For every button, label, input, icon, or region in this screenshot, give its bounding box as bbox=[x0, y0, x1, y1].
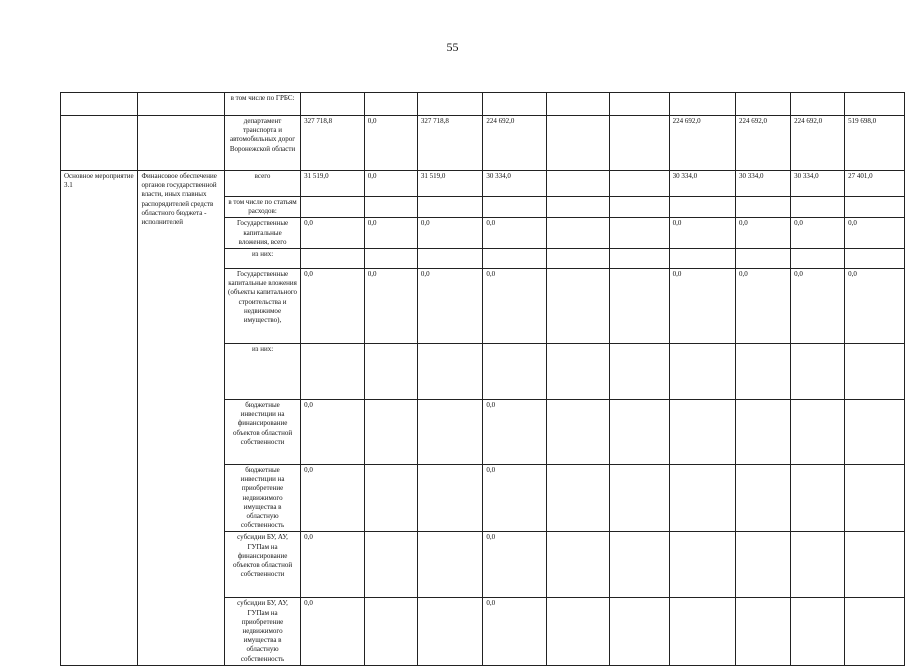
value-cell bbox=[483, 249, 547, 269]
value-cell bbox=[483, 93, 547, 116]
table-row bbox=[61, 171, 905, 197]
value-cell bbox=[610, 171, 669, 197]
value-cell bbox=[546, 249, 609, 269]
value-cell: 0,0 bbox=[483, 269, 547, 344]
funding-source-cell: Государственные капитальные вложения, всего bbox=[224, 218, 300, 249]
value-cell bbox=[546, 197, 609, 218]
value-cell: 0,0 bbox=[364, 116, 417, 171]
value-cell bbox=[417, 532, 483, 598]
value-cell bbox=[546, 171, 609, 197]
value-cell bbox=[546, 116, 609, 171]
value-cell bbox=[483, 344, 547, 400]
value-cell: 0,0 bbox=[301, 598, 365, 665]
value-cell: 0,0 bbox=[483, 598, 547, 665]
value-cell: 0,0 bbox=[417, 269, 483, 344]
value-cell bbox=[791, 249, 845, 269]
funding-source-cell: бюджетные инвестиции на приобретение недвижимого имущества в областную собственность bbox=[224, 465, 300, 532]
value-cell bbox=[417, 93, 483, 116]
value-cell bbox=[845, 344, 905, 400]
value-cell bbox=[845, 197, 905, 218]
value-cell bbox=[736, 344, 791, 400]
value-cell bbox=[364, 249, 417, 269]
value-cell bbox=[736, 197, 791, 218]
funding-source-cell: из них: bbox=[224, 249, 300, 269]
event-name-cell: Основное мероприятие 3.1 bbox=[61, 171, 138, 666]
event-cell-empty bbox=[61, 93, 138, 116]
value-cell: 0,0 bbox=[417, 218, 483, 249]
value-cell: 0,0 bbox=[845, 269, 905, 344]
value-cell bbox=[736, 598, 791, 665]
value-cell: 0,0 bbox=[364, 269, 417, 344]
value-cell: 0,0 bbox=[301, 269, 365, 344]
value-cell bbox=[669, 93, 735, 116]
value-cell bbox=[736, 465, 791, 532]
value-cell bbox=[610, 269, 669, 344]
value-cell bbox=[610, 532, 669, 598]
value-cell bbox=[845, 465, 905, 532]
value-cell bbox=[364, 197, 417, 218]
value-cell: 31 519,0 bbox=[417, 171, 483, 197]
value-cell: 224 692,0 bbox=[791, 116, 845, 171]
value-cell bbox=[610, 249, 669, 269]
value-cell bbox=[546, 532, 609, 598]
value-cell bbox=[669, 400, 735, 465]
funding-source-cell: всего bbox=[224, 171, 300, 197]
value-cell bbox=[417, 400, 483, 465]
value-cell: 224 692,0 bbox=[736, 116, 791, 171]
value-cell bbox=[610, 93, 669, 116]
value-cell bbox=[669, 465, 735, 532]
value-cell: 0,0 bbox=[736, 269, 791, 344]
value-cell: 30 334,0 bbox=[736, 171, 791, 197]
value-cell bbox=[364, 532, 417, 598]
value-cell: 0,0 bbox=[301, 532, 365, 598]
value-cell bbox=[546, 269, 609, 344]
value-cell bbox=[417, 249, 483, 269]
value-cell: 327 718,8 bbox=[417, 116, 483, 171]
executor-cell-empty bbox=[138, 93, 225, 116]
funding-source-cell: субсидии БУ, АУ, ГУПам на приобретение недвижимого имущества в областную собственность bbox=[224, 598, 300, 665]
value-cell bbox=[610, 116, 669, 171]
value-cell bbox=[610, 197, 669, 218]
value-cell bbox=[845, 400, 905, 465]
value-cell bbox=[301, 249, 365, 269]
value-cell bbox=[417, 197, 483, 218]
value-cell bbox=[845, 93, 905, 116]
funding-source-cell: субсидии БУ, АУ, ГУПам на финансирование объектов областной собственности bbox=[224, 532, 300, 598]
value-cell bbox=[610, 344, 669, 400]
value-cell bbox=[669, 344, 735, 400]
value-cell bbox=[546, 598, 609, 665]
value-cell: 0,0 bbox=[483, 532, 547, 598]
value-cell bbox=[845, 598, 905, 665]
value-cell bbox=[736, 400, 791, 465]
value-cell bbox=[364, 93, 417, 116]
value-cell bbox=[791, 532, 845, 598]
funding-source-cell: в том числе по ГРБС: bbox=[224, 93, 300, 116]
value-cell: 0,0 bbox=[364, 218, 417, 249]
value-cell: 0,0 bbox=[791, 269, 845, 344]
value-cell bbox=[669, 532, 735, 598]
value-cell bbox=[791, 93, 845, 116]
funding-source-cell: бюджетные инвестиции на финансирование объектов областной собственности bbox=[224, 400, 300, 465]
value-cell: 0,0 bbox=[483, 465, 547, 532]
funding-source-cell: Государственные капитальные вложения (объекты капитального строительства и недвижимое имущество), bbox=[224, 269, 300, 344]
executor-cell: Финансовое обеспечение органов государственной власти, иных главных распорядителей средств областного бюджета - исполнителей bbox=[138, 171, 225, 666]
value-cell bbox=[546, 93, 609, 116]
value-cell bbox=[546, 218, 609, 249]
value-cell: 224 692,0 bbox=[669, 116, 735, 171]
value-cell: 0,0 bbox=[669, 269, 735, 344]
value-cell bbox=[669, 197, 735, 218]
value-cell bbox=[610, 218, 669, 249]
value-cell bbox=[791, 598, 845, 665]
value-cell bbox=[845, 249, 905, 269]
value-cell bbox=[791, 400, 845, 465]
value-cell bbox=[546, 400, 609, 465]
funding-source-cell: департамент транспорта и автомобильных дорог Воронежской области bbox=[224, 116, 300, 171]
value-cell: 0,0 bbox=[301, 400, 365, 465]
value-cell: 0,0 bbox=[736, 218, 791, 249]
value-cell: 27 401,0 bbox=[845, 171, 905, 197]
budget-table bbox=[60, 92, 905, 666]
value-cell bbox=[791, 465, 845, 532]
value-cell bbox=[791, 197, 845, 218]
value-cell bbox=[364, 344, 417, 400]
value-cell bbox=[483, 197, 547, 218]
funding-source-cell: в том числе по статьям расходов: bbox=[224, 197, 300, 218]
value-cell bbox=[417, 344, 483, 400]
value-cell bbox=[301, 344, 365, 400]
value-cell: 30 334,0 bbox=[791, 171, 845, 197]
value-cell bbox=[301, 93, 365, 116]
event-cell-empty bbox=[61, 116, 138, 171]
page-number: 55 bbox=[446, 40, 459, 54]
value-cell bbox=[669, 249, 735, 269]
value-cell bbox=[546, 344, 609, 400]
funding-source-cell: из них: bbox=[224, 344, 300, 400]
value-cell bbox=[736, 532, 791, 598]
value-cell bbox=[417, 465, 483, 532]
table-row bbox=[61, 93, 905, 116]
value-cell bbox=[364, 465, 417, 532]
value-cell: 30 334,0 bbox=[483, 171, 547, 197]
value-cell: 0,0 bbox=[669, 218, 735, 249]
value-cell bbox=[546, 465, 609, 532]
value-cell: 224 692,0 bbox=[483, 116, 547, 171]
value-cell: 519 698,0 bbox=[845, 116, 905, 171]
value-cell bbox=[669, 598, 735, 665]
value-cell: 0,0 bbox=[791, 218, 845, 249]
value-cell bbox=[736, 249, 791, 269]
value-cell bbox=[610, 465, 669, 532]
value-cell: 327 718,8 bbox=[301, 116, 365, 171]
value-cell bbox=[610, 598, 669, 665]
table-row bbox=[61, 116, 905, 171]
value-cell: 0,0 bbox=[301, 218, 365, 249]
value-cell: 0,0 bbox=[364, 171, 417, 197]
value-cell: 0,0 bbox=[301, 465, 365, 532]
executor-cell-empty bbox=[138, 116, 225, 171]
value-cell: 0,0 bbox=[483, 400, 547, 465]
value-cell bbox=[417, 598, 483, 665]
value-cell bbox=[736, 93, 791, 116]
value-cell: 0,0 bbox=[845, 218, 905, 249]
value-cell bbox=[301, 197, 365, 218]
value-cell bbox=[845, 532, 905, 598]
value-cell bbox=[610, 400, 669, 465]
value-cell bbox=[364, 400, 417, 465]
value-cell bbox=[364, 598, 417, 665]
value-cell: 0,0 bbox=[483, 218, 547, 249]
value-cell: 30 334,0 bbox=[669, 171, 735, 197]
budget-table-container bbox=[60, 92, 905, 666]
value-cell bbox=[791, 344, 845, 400]
value-cell: 31 519,0 bbox=[301, 171, 365, 197]
